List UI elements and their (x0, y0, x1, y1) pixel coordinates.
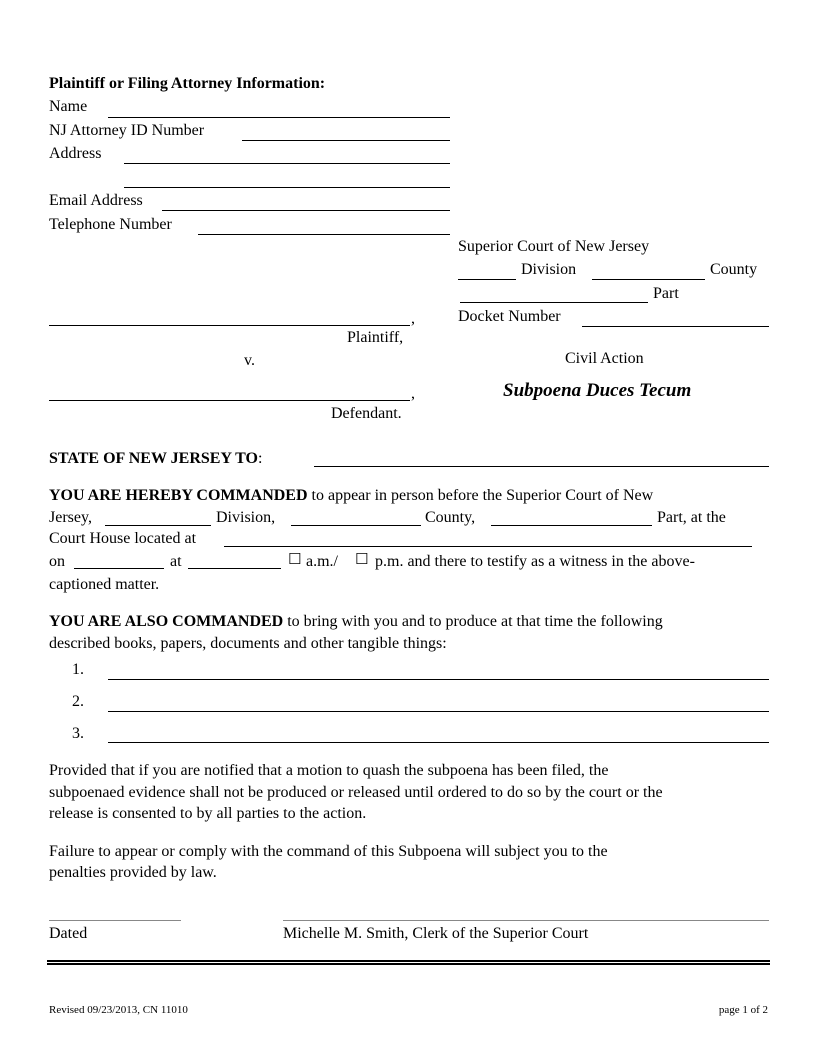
court-part-label: Part (653, 285, 679, 302)
command1-line5: captioned matter. (49, 576, 160, 593)
command1-courthouse-label: Court House located at (49, 530, 197, 547)
command1-division-line (105, 525, 211, 526)
command1-at-label: at (170, 553, 182, 570)
plaintiff-line (49, 325, 410, 326)
court-division-label: Division (521, 261, 577, 278)
command1-line1 (49, 488, 653, 504)
defendant-line (49, 400, 410, 401)
footer-rule-top (47, 960, 770, 962)
state-to-label: STATE OF NEW JERSEY TO (49, 450, 258, 467)
failure-line2: penalties provided by law. (49, 864, 217, 881)
pm-checkbox[interactable]: ☐ (355, 550, 369, 568)
command1-county-label: County, (425, 509, 476, 526)
address-line-1 (124, 163, 450, 164)
command2-line1 (49, 614, 663, 630)
command1-division-label: Division, (216, 509, 276, 526)
plaintiff-comma: , (411, 310, 415, 327)
attorney-id-line (242, 140, 450, 141)
attorney-id-input[interactable] (244, 119, 448, 139)
court-division-line (458, 279, 516, 280)
item-line-1 (108, 679, 769, 680)
command1-part-input[interactable] (491, 504, 652, 524)
item-number-2: 2. (72, 693, 84, 710)
state-to-input[interactable] (316, 445, 767, 465)
footer-rule-bottom (47, 963, 770, 965)
plaintiff-input[interactable] (51, 304, 408, 324)
command1-date-input[interactable] (74, 547, 164, 567)
item-line-3 (108, 742, 769, 743)
docket-line (582, 326, 769, 327)
command1-on-label: on (49, 553, 65, 570)
revised-note: Revised 09/23/2013, CN 11010 (49, 1004, 188, 1016)
dated-line (49, 920, 181, 921)
court-part-input[interactable] (460, 281, 648, 301)
provided-line2: subpoenaed evidence shall not be produced or released until ordered to do so by the court or the (49, 784, 663, 801)
command2-line2: described books, papers, documents and other tangible things: (49, 635, 447, 652)
name-label: Name (49, 98, 88, 115)
state-to-row (49, 451, 262, 467)
command1-division-input[interactable] (105, 504, 211, 524)
address-label: Address (49, 145, 102, 162)
item-number-1: 1. (72, 661, 84, 678)
address-input-2[interactable] (126, 166, 448, 186)
command1-bold: YOU ARE HEREBY COMMANDED (49, 487, 308, 504)
am-label: a.m./ (306, 553, 338, 570)
command1-courthouse-line (224, 546, 752, 547)
court-name: Superior Court of New Jersey (458, 238, 650, 255)
clerk-signature-line (283, 920, 769, 921)
attorney-id-label: NJ Attorney ID Number (49, 122, 205, 139)
name-input[interactable] (110, 96, 448, 116)
defendant-comma: , (411, 385, 415, 402)
civil-action: Civil Action (565, 350, 644, 367)
phone-line (198, 234, 450, 235)
docket-label: Docket Number (458, 308, 561, 325)
item-input-3[interactable] (110, 721, 767, 741)
name-line (108, 117, 450, 118)
command1-date-line (74, 568, 164, 569)
pm-text: p.m. and there to testify as a witness in the above- (375, 553, 695, 570)
command2-bold: YOU ARE ALSO COMMANDED (49, 613, 284, 630)
item-input-1[interactable] (110, 658, 767, 678)
document-title: Subpoena Duces Tecum (503, 380, 692, 401)
failure-line1: Failure to appear or comply with the command of this Subpoena will subject you to the (49, 843, 608, 860)
plaintiff-label: Plaintiff, (347, 329, 404, 346)
item-line-2 (108, 711, 769, 712)
provided-line3: release is consented to by all parties to the action. (49, 805, 367, 822)
attorney-heading: Plaintiff or Filing Attorney Information: (49, 75, 326, 92)
command1-time-input[interactable] (188, 547, 281, 567)
command1-line1-text: to appear in person before the Superior Court of New (311, 487, 654, 504)
command1-jersey: Jersey, (49, 509, 92, 526)
state-to-colon: : (257, 450, 263, 467)
defendant-label: Defendant. (331, 405, 402, 422)
email-label: Email Address (49, 192, 143, 209)
command1-time-line (188, 568, 281, 569)
address-line-2 (124, 187, 450, 188)
address-input-1[interactable] (126, 142, 448, 162)
provided-line1: Provided that if you are notified that a motion to quash the subpoena has been filed, the (49, 762, 609, 779)
email-input[interactable] (164, 189, 448, 209)
state-to-line (314, 466, 769, 467)
versus-label: v. (244, 352, 255, 369)
item-input-2[interactable] (110, 690, 767, 710)
dated-label: Dated (49, 925, 88, 942)
command1-part-label: Part, at the (657, 509, 726, 526)
item-number-3: 3. (72, 725, 84, 742)
phone-label: Telephone Number (49, 216, 172, 233)
court-division-input[interactable] (458, 258, 516, 278)
command1-county-input[interactable] (291, 504, 421, 524)
clerk-name: Michelle M. Smith, Clerk of the Superior Court (283, 925, 589, 942)
dated-input[interactable] (49, 899, 181, 919)
court-county-input[interactable] (592, 258, 705, 278)
phone-input[interactable] (200, 213, 448, 233)
command1-courthouse-input[interactable] (226, 525, 750, 545)
email-line (162, 210, 450, 211)
court-part-line (460, 302, 648, 303)
docket-input[interactable] (584, 305, 767, 325)
court-county-label: County (710, 261, 758, 278)
defendant-input[interactable] (51, 379, 408, 399)
court-county-line (592, 279, 705, 280)
am-checkbox[interactable]: ☐ (288, 550, 302, 568)
command2-line1-text: to bring with you and to produce at that time the following (287, 613, 663, 630)
page-number: page 1 of 2 (718, 1004, 768, 1016)
